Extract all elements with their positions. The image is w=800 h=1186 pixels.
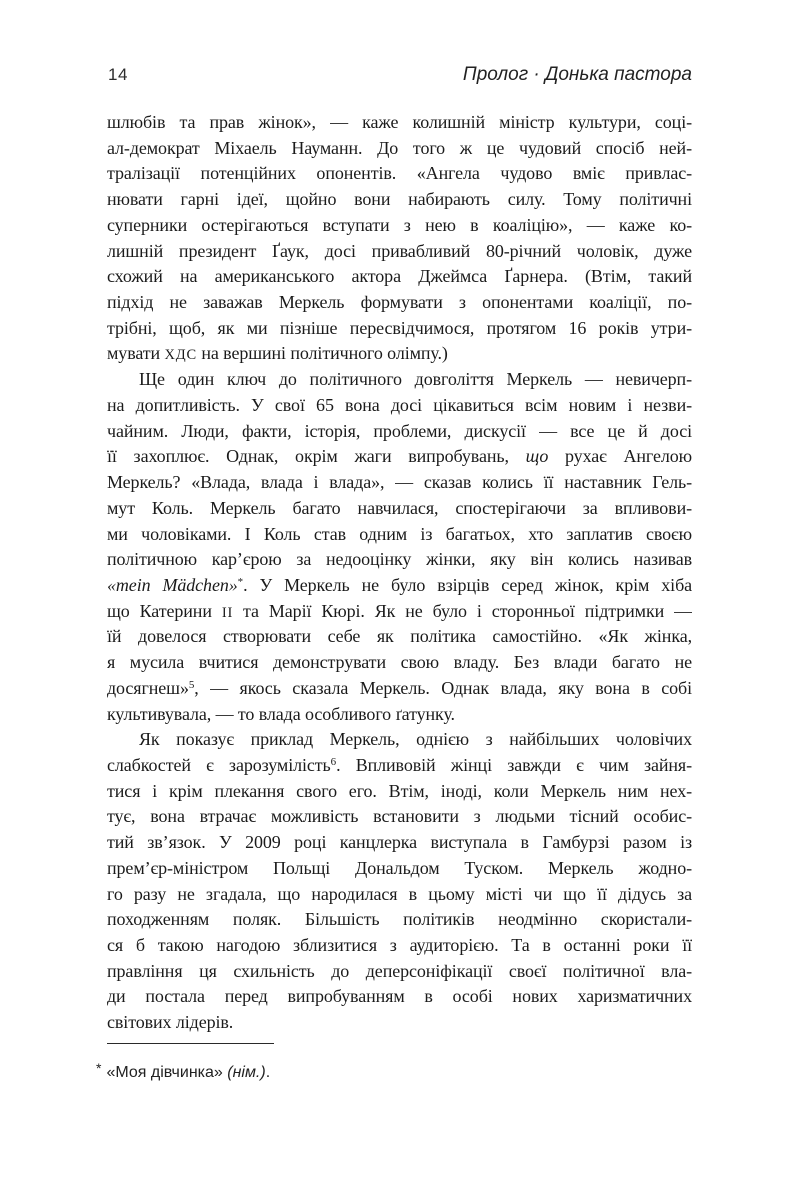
text-line: [107, 1010, 692, 1036]
text-segment: «mein Mädchen»: [107, 574, 238, 595]
text-line: [107, 393, 692, 419]
text-segment: ал-демократ Міхаель Науманн. До того ж це чудовий спосіб ней-: [107, 137, 692, 158]
text-segment: на вершині політичного олімпу.): [196, 343, 448, 364]
text-line: [107, 110, 692, 136]
paragraph: [107, 727, 692, 1036]
text-segment: ди постала перед випробуванням в особі нових харизматичних: [107, 986, 692, 1007]
text-segment: їй довелося створювати себе як політика самостійно. «Як жінка,: [107, 626, 692, 647]
text-segment: ся б такою нагодою зблизитися з аудиторією. Та в останні роки її: [107, 935, 692, 955]
text-segment: культивувала, — то влада особливого ґатунку.: [107, 703, 455, 724]
text-segment: що Катерини: [107, 600, 222, 621]
text-segment: 5: [188, 678, 195, 691]
text-line: [107, 573, 692, 599]
paragraph: [107, 367, 692, 727]
text-line: [107, 856, 692, 882]
text-segment: тралізації потенційних опонентів. «Ангела чудово вміє привлас-: [107, 163, 692, 184]
text-segment: схожий на американського актора Джеймса Ґарнера. (Втім, такий: [107, 266, 692, 287]
text-line: [107, 341, 692, 367]
page-number: 14: [108, 65, 128, 84]
text-segment: трібні, щоб, як ми пізніше пересвідчимося, протягом 16 років утри-: [107, 317, 692, 338]
text-segment: ХДС: [164, 347, 197, 364]
text-segment: мут Коль. Меркель багато навчилася, спостерігаючи за впливови-: [107, 497, 692, 518]
text-line: [107, 804, 692, 830]
text-segment: прем’єр-міністром Польщі Дональдом Туском. Меркель жодно-: [107, 857, 692, 878]
text-line: [107, 547, 692, 573]
text-line: [107, 933, 692, 959]
text-line: [107, 496, 692, 522]
text-segment: та Марії Кюрі. Як не було і сторонньої підтримки —: [233, 600, 692, 621]
text-line: [107, 907, 692, 933]
text-segment: тися і крім плекання свого его. Втім, іноді, коли Меркель ним нех-: [107, 780, 692, 801]
text-line: [107, 522, 692, 548]
text-block: [107, 110, 692, 1036]
text-segment: *: [237, 575, 244, 588]
text-line: [107, 161, 692, 187]
text-segment: 6: [330, 755, 337, 768]
text-segment: слабкостей є зарозумілість: [107, 754, 331, 775]
text-line: [107, 984, 692, 1010]
text-line: [107, 136, 692, 162]
text-line: [107, 727, 692, 753]
text-line: [107, 444, 692, 470]
text-segment: тує, вона втрачає можливість встановити з людьми тісний особис-: [107, 806, 692, 827]
text-segment: . У Меркель не було взірців серед жінок, крім хіба: [243, 574, 692, 595]
text-segment: шлюбів та прав жінок», — каже колишній міністр культури, соці-: [107, 112, 692, 132]
text-segment: ми чоловіками. І Коль став одним із багатьох, хто заплатив своєю: [107, 523, 692, 544]
text-line: [107, 264, 692, 290]
paragraph: [107, 110, 692, 367]
footnote-marker: *: [96, 1060, 102, 1076]
text-segment: «Моя дівчинка»: [106, 1064, 228, 1081]
text-line: [107, 882, 692, 908]
text-segment: суперники остерігаються вступати з нею в коаліцію», — каже ко-: [107, 214, 692, 235]
text-segment: чайним. Люди, факти, історія, проблеми, дискусії — все це й досі: [107, 420, 692, 441]
text-segment: II: [221, 604, 234, 621]
text-segment: досягнеш»: [107, 677, 189, 698]
text-line: [107, 599, 692, 625]
footnote: [96, 1060, 270, 1082]
text-segment: Ще один ключ до політичного довголіття Меркель — невичерп-: [139, 369, 692, 390]
text-line: [107, 213, 692, 239]
text-segment: Меркель? «Влада, влада і влада», — сказав колись її наставник Гель-: [107, 472, 692, 493]
text-segment: (нім.): [227, 1064, 266, 1081]
footnote-text: [106, 1064, 270, 1081]
text-line: [107, 676, 692, 702]
text-segment: рухає Ангелою: [548, 446, 692, 467]
text-segment: , — якось сказала Меркель. Однак влада, яку вона в собі: [194, 677, 692, 698]
text-line: [107, 959, 692, 985]
text-line: [107, 239, 692, 265]
footnote-divider: [107, 1043, 274, 1044]
text-segment: я мусила вчитися демонструвати свою владу. Без влади багато не: [107, 652, 692, 673]
text-line: [107, 830, 692, 856]
text-segment: правління ця схильність до деперсоніфікації своєї політичної вла-: [107, 960, 692, 981]
text-line: [107, 702, 692, 728]
page-header: [108, 64, 692, 86]
text-segment: лишній президент Ґаук, досі привабливий 80-річний чоловік, дуже: [107, 240, 692, 261]
text-segment: го разу не згадала, що народилася в цьому місті чи що її дідусь за: [107, 883, 692, 904]
text-line: [107, 187, 692, 213]
text-segment: її захоплює. Однак, окрім жаги випробувань,: [107, 446, 526, 467]
text-line: [107, 624, 692, 650]
text-line: [107, 419, 692, 445]
text-segment: тий зв’язок. У 2009 році канцлерка виступала в Гамбурзі разом із: [107, 832, 692, 853]
text-segment: мувати: [107, 343, 165, 364]
text-line: [107, 470, 692, 496]
text-line: [107, 316, 692, 342]
text-segment: світових лідерів.: [107, 1012, 234, 1033]
text-segment: на допитливість. У свої 65 вона досі цікавиться всім новим і незви-: [107, 394, 692, 415]
text-segment: що: [525, 446, 549, 467]
text-segment: політичною кар’єрою за недооцінку жінки, яку він колись називав: [107, 549, 692, 570]
text-segment: походженням поляк. Більшість політиків неодмінно скористали-: [107, 909, 692, 930]
text-line: [107, 779, 692, 805]
text-segment: Як показує приклад Меркель, однією з найбільших чоловічих: [139, 729, 692, 750]
text-line: [107, 753, 692, 779]
text-segment: підхід не заважав Меркель формувати з опонентами коаліції, по-: [107, 292, 692, 313]
running-title: Пролог · Донька пастора: [462, 64, 692, 85]
text-line: [107, 650, 692, 676]
text-segment: .: [265, 1064, 271, 1081]
text-line: [107, 290, 692, 316]
text-line: [107, 367, 692, 393]
text-segment: нювати гарні ідеї, щойно вони набирають силу. Тому політичні: [107, 189, 692, 210]
text-segment: . Впливовій жінці завжди є чим зайня-: [336, 754, 692, 775]
